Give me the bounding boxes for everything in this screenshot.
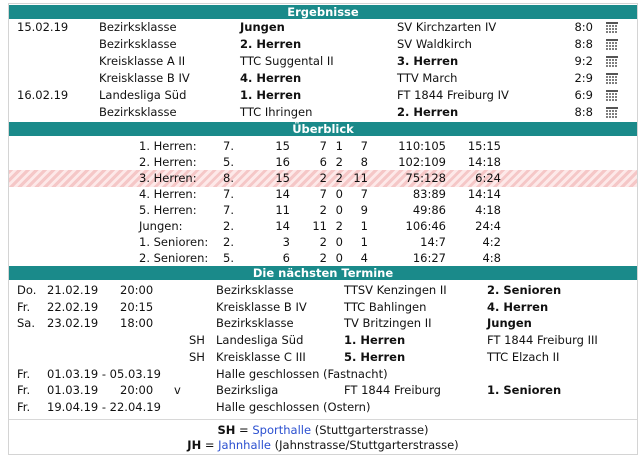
overview-sets: 75:128 <box>405 171 446 185</box>
overview-points: 14:18 <box>467 155 501 169</box>
upcoming-date: 01.03.19 <box>47 383 99 398</box>
upcoming-home-team: 5. Herren <box>344 349 406 364</box>
result-date: 16.02.19 <box>17 88 69 102</box>
calendar-icon[interactable] <box>606 56 618 67</box>
upcoming-row <box>9 299 637 316</box>
upcoming-date: 23.02.19 <box>47 316 99 331</box>
overview-wins: 2 <box>319 203 327 217</box>
upcoming-day: Fr. <box>17 366 31 381</box>
upcoming-date: 22.02.19 <box>47 299 99 314</box>
result-score: 8:8 <box>574 105 593 119</box>
overview-row <box>9 234 637 251</box>
overview-wins: 2 <box>319 251 327 265</box>
overview-rank: 7. <box>223 139 234 153</box>
upcoming-league: Bezirksliga <box>216 383 279 398</box>
calendar-icon[interactable] <box>606 22 618 33</box>
overview-games: 14 <box>275 219 290 233</box>
upcoming-row <box>9 332 637 349</box>
result-away-team: TTV March <box>397 71 458 85</box>
overview-team: 1. Senioren: <box>139 235 209 249</box>
upcoming-day: Fr. <box>17 399 31 414</box>
overview-sets: 14:7 <box>420 235 446 249</box>
overview-team: 2. Senioren: <box>139 251 209 265</box>
overview-rank: 7. <box>223 203 234 217</box>
result-away-team: SV Kirchzarten IV <box>397 20 497 34</box>
upcoming-time: 20:00 <box>120 283 154 297</box>
overview-draws: 2 <box>335 219 343 233</box>
overview-team: Jungen: <box>139 219 183 233</box>
upcoming-date: 19.04.19 - 22.04.19 <box>47 399 161 414</box>
result-league: Bezirksklasse <box>99 105 177 119</box>
result-row <box>9 36 637 53</box>
overview-row <box>9 138 637 155</box>
overview-row <box>9 202 637 219</box>
upcoming-league: Halle geschlossen (Ostern) <box>216 399 371 414</box>
upcoming-away-team: 4. Herren <box>487 299 549 314</box>
overview-wins: 11 <box>312 219 327 233</box>
overview-games: 3 <box>282 235 290 249</box>
upcoming-league: Bezirksklasse <box>216 316 294 331</box>
result-score: 6:9 <box>574 88 593 102</box>
overview-points: 15:15 <box>467 139 501 153</box>
upcoming-day: Do. <box>17 283 37 297</box>
overview-sets: 106:46 <box>405 219 446 233</box>
upcoming-hall: SH <box>189 349 205 364</box>
overview-draws: 1 <box>335 139 343 153</box>
overview-games: 6 <box>282 251 290 265</box>
overview-draws: 0 <box>335 235 343 249</box>
upcoming-hall: SH <box>189 333 205 348</box>
upcoming-league: Kreisklasse C III <box>216 349 306 364</box>
upcoming-home-team: TTSV Kenzingen II <box>344 283 447 297</box>
result-row <box>9 70 637 87</box>
result-home-team: Jungen <box>240 20 285 34</box>
upcoming-date: 01.03.19 - 05.03.19 <box>47 366 161 381</box>
upcoming-home-team: TV Britzingen II <box>344 316 432 331</box>
overview-points: 24:4 <box>475 219 501 233</box>
upcoming-away-marker: v <box>174 383 181 398</box>
upcoming-date: 21.02.19 <box>47 283 99 297</box>
overview-losses: 7 <box>360 139 368 153</box>
legend-jh-address: (Jahnstrasse/Stuttgarterstrasse) <box>270 438 459 452</box>
calendar-icon[interactable] <box>606 39 618 50</box>
result-row <box>9 53 637 70</box>
overview-team: 2. Herren: <box>139 155 197 169</box>
overview-wins: 2 <box>319 171 327 185</box>
upcoming-away-team: 2. Senioren <box>487 283 562 297</box>
upcoming-home-team: TTC Bahlingen <box>344 299 427 314</box>
upcoming-away-team: TTC Elzach II <box>487 349 560 364</box>
overview-games: 16 <box>275 155 290 169</box>
result-away-team: 2. Herren <box>397 105 459 119</box>
legend-divider <box>9 419 637 420</box>
overview-points: 4:8 <box>482 251 501 265</box>
overview-sets: 83:89 <box>412 187 446 201</box>
upcoming-row <box>9 349 637 366</box>
overview-draws: 0 <box>335 251 343 265</box>
overview-draws: 2 <box>335 155 343 169</box>
upcoming-league: Kreisklasse B IV <box>216 299 307 314</box>
overview-wins: 2 <box>319 235 327 249</box>
result-home-team: 1. Herren <box>240 88 302 102</box>
overview-losses: 11 <box>353 171 368 185</box>
overview-losses: 1 <box>360 235 368 249</box>
upcoming-league: Landesliga Süd <box>216 333 304 348</box>
overview-row <box>9 186 637 203</box>
overview-sets: 102:109 <box>398 155 446 169</box>
overview-points: 14:14 <box>467 187 501 201</box>
upcoming-day: Fr. <box>17 299 31 314</box>
legend-sh <box>9 423 637 438</box>
upcoming-header: Die nächsten Termine <box>9 266 637 280</box>
legend-jh-eq: = <box>201 438 219 452</box>
overview-losses: 4 <box>360 251 368 265</box>
sporthalle-link[interactable]: Sporthalle <box>252 423 312 437</box>
overview-rank: 2. <box>223 219 234 233</box>
overview-team: 4. Herren: <box>139 187 197 201</box>
overview-sets: 110:105 <box>398 139 446 153</box>
overview-rank: 8. <box>223 171 234 185</box>
overview-wins: 6 <box>319 155 327 169</box>
upcoming-home-team: 1. Herren <box>344 333 406 348</box>
result-home-team: TTC Suggental II <box>240 54 334 68</box>
overview-games: 15 <box>275 171 290 185</box>
schedule-panel <box>8 3 638 455</box>
overview-games: 15 <box>275 139 290 153</box>
calendar-icon[interactable] <box>606 90 618 101</box>
overview-points: 4:2 <box>482 235 501 249</box>
overview-games: 11 <box>275 203 290 217</box>
overview-games: 14 <box>275 187 290 201</box>
result-row <box>9 87 637 104</box>
overview-sets: 49:86 <box>412 203 446 217</box>
overview-rank: 2. <box>223 235 234 249</box>
result-away-team: SV Waldkirch <box>397 37 472 51</box>
upcoming-row <box>9 315 637 332</box>
overview-rank: 5. <box>223 251 234 265</box>
legend-jh-abbr: JH <box>187 438 202 452</box>
legend-sh-eq: = <box>235 423 253 437</box>
result-league: Kreisklasse A II <box>99 54 186 68</box>
result-score: 8:0 <box>574 20 593 34</box>
upcoming-league: Halle geschlossen (Fastnacht) <box>216 366 388 381</box>
result-home-team: TTC Ihringen <box>240 105 313 119</box>
upcoming-row <box>9 366 637 383</box>
result-row <box>9 104 637 121</box>
overview-rank: 7. <box>223 187 234 201</box>
result-league: Kreisklasse B IV <box>99 71 190 85</box>
results-header: Ergebnisse <box>9 5 637 19</box>
upcoming-day: Fr. <box>17 383 31 398</box>
result-score: 9:2 <box>574 54 593 68</box>
overview-losses: 1 <box>360 219 368 233</box>
result-league: Bezirksklasse <box>99 20 177 34</box>
result-date: 15.02.19 <box>17 20 69 34</box>
overview-wins: 7 <box>319 187 327 201</box>
result-league: Landesliga Süd <box>99 88 187 102</box>
result-home-team: 4. Herren <box>240 71 302 85</box>
upcoming-time: 20:15 <box>120 299 154 314</box>
calendar-icon[interactable] <box>606 107 618 118</box>
overview-draws: 0 <box>335 187 343 201</box>
overview-row <box>9 170 637 187</box>
jahnhalle-link[interactable]: Jahnhalle <box>218 438 271 452</box>
result-league: Bezirksklasse <box>99 37 177 51</box>
upcoming-row <box>9 282 637 299</box>
overview-rank: 5. <box>223 155 234 169</box>
upcoming-row <box>9 382 637 399</box>
overview-points: 4:18 <box>475 203 501 217</box>
overview-team: 1. Herren: <box>139 139 197 153</box>
result-away-team: 3. Herren <box>397 54 459 68</box>
upcoming-time: 18:00 <box>120 316 154 331</box>
legend-sh-abbr: SH <box>217 423 236 437</box>
result-score: 2:9 <box>574 71 593 85</box>
upcoming-league: Bezirksklasse <box>216 283 294 297</box>
result-score: 8:8 <box>574 37 593 51</box>
overview-row <box>9 250 637 267</box>
legend-jh <box>9 438 637 453</box>
upcoming-away-team: FT 1844 Freiburg III <box>487 333 598 348</box>
result-home-team: 2. Herren <box>240 37 302 51</box>
overview-team: 5. Herren: <box>139 203 197 217</box>
overview-team: 3. Herren: <box>139 171 197 185</box>
overview-losses: 7 <box>360 187 368 201</box>
upcoming-day: Sa. <box>17 316 36 331</box>
result-away-team: FT 1844 Freiburg IV <box>397 88 509 102</box>
overview-row <box>9 154 637 171</box>
overview-points: 6:24 <box>475 171 501 185</box>
upcoming-away-team: Jungen <box>487 316 532 331</box>
overview-draws: 0 <box>335 203 343 217</box>
upcoming-away-team: 1. Senioren <box>487 383 562 398</box>
upcoming-time: 20:00 <box>120 383 154 398</box>
overview-row <box>9 218 637 235</box>
overview-wins: 7 <box>319 139 327 153</box>
upcoming-home-team: FT 1844 Freiburg <box>344 383 441 398</box>
overview-draws: 2 <box>335 171 343 185</box>
upcoming-row <box>9 399 637 416</box>
overview-losses: 9 <box>360 203 368 217</box>
legend-sh-address: (Stuttgarterstrasse) <box>311 423 429 437</box>
result-row <box>9 19 637 36</box>
overview-header: Überblick <box>9 122 637 136</box>
overview-losses: 8 <box>360 155 368 169</box>
overview-sets: 16:27 <box>412 251 446 265</box>
calendar-icon[interactable] <box>606 73 618 84</box>
